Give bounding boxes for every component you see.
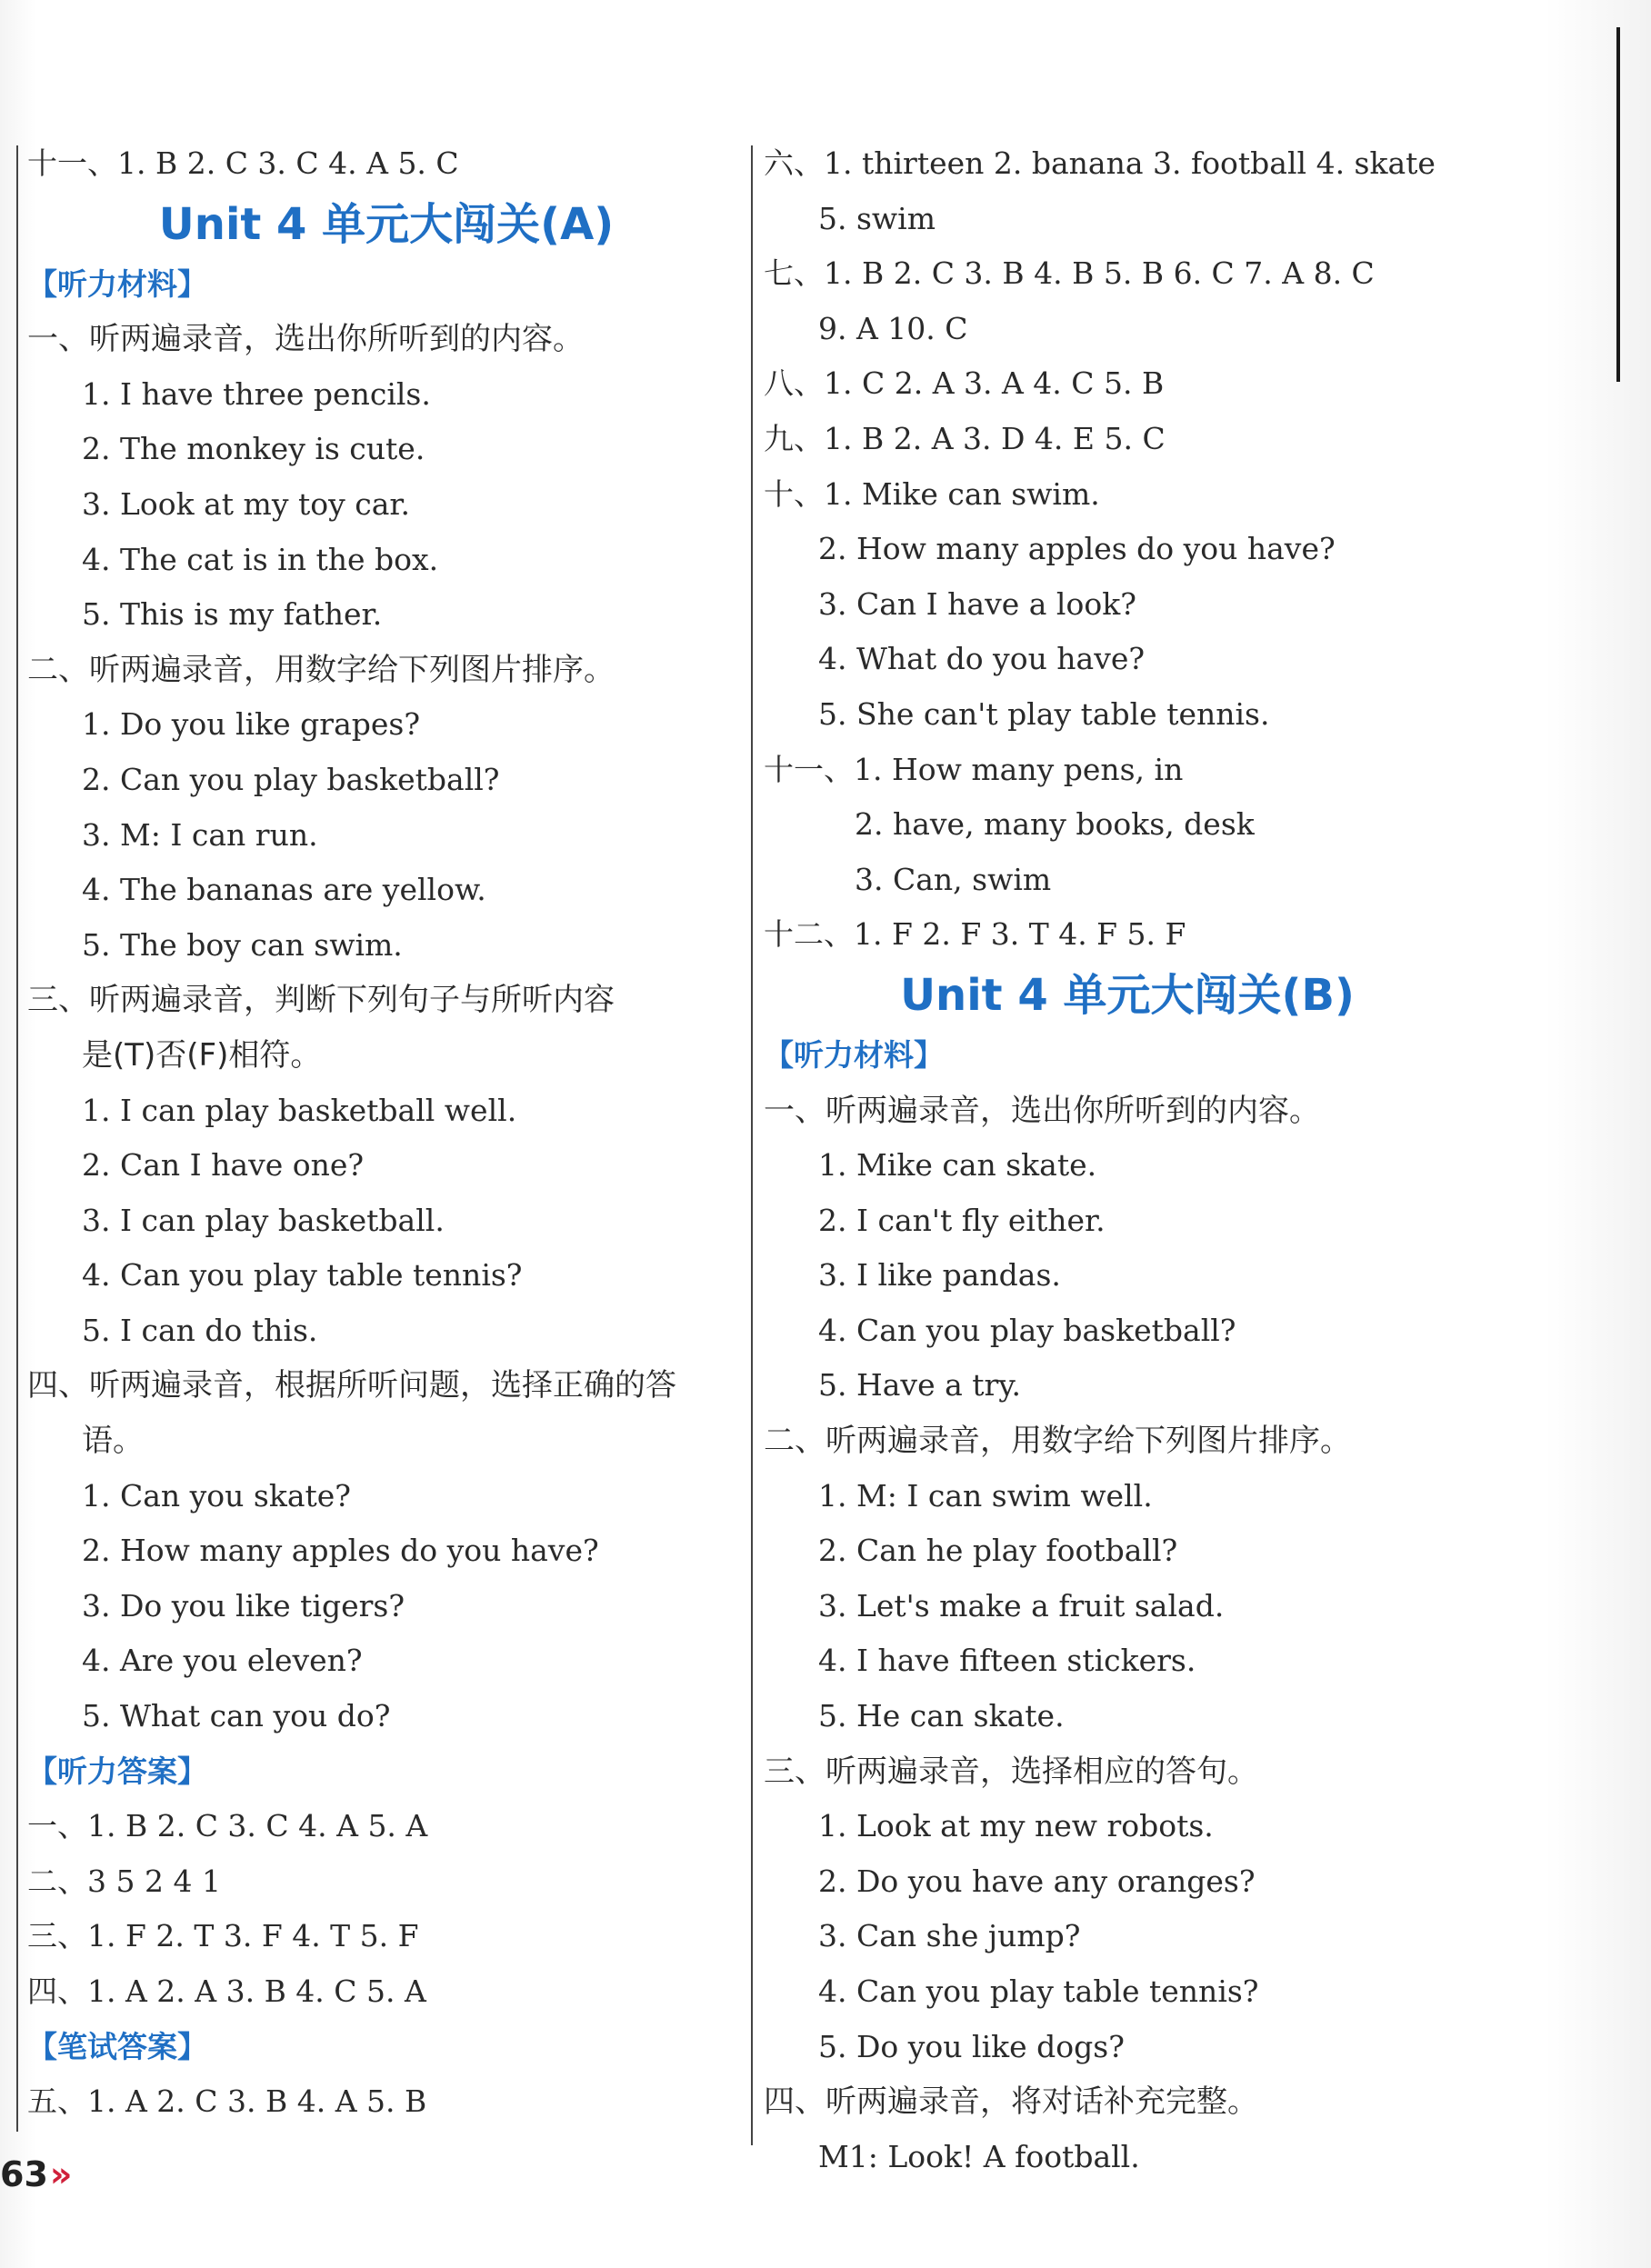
answer-line: 1. I can play basketball well. bbox=[82, 1092, 517, 1128]
answer-line: 2. Can he play football? bbox=[818, 1533, 1178, 1569]
answer-line: 3. Look at my toy car. bbox=[82, 485, 411, 522]
answer-line: 5. The boy can swim. bbox=[82, 926, 403, 963]
left-column bbox=[27, 136, 745, 2130]
answer-line: 5. Do you like dogs? bbox=[818, 2028, 1125, 2064]
question-instruction: 四、听两遍录音，根据所听问题，选择正确的答 bbox=[27, 1367, 676, 1404]
answer-key-line: 九、1. B 2. A 3. D 4. E 5. C bbox=[764, 420, 1166, 456]
question-instruction: 一、听两遍录音，选出你所听到的内容。 bbox=[764, 1092, 1320, 1129]
answer-line: 5. What can you do? bbox=[82, 1698, 391, 1734]
section-tag: 【笔试答案】 bbox=[27, 2028, 207, 2064]
answer-line: 4. Are you eleven? bbox=[82, 1643, 363, 1679]
page-number bbox=[0, 2154, 72, 2194]
answer-key-line: 六、1. thirteen 2. banana 3. football 4. skate bbox=[764, 145, 1436, 181]
answer-line: 2. How many apples do you have? bbox=[818, 531, 1336, 567]
right-column bbox=[764, 136, 1491, 2184]
answer-line: 2. Can I have one? bbox=[82, 1147, 365, 1184]
answer-line: 5. I can do this. bbox=[82, 1312, 318, 1348]
question-instruction: 二、听两遍录音，用数字给下列图片排序。 bbox=[27, 651, 615, 688]
answer-key-line: 七、1. B 2. C 3. B 4. B 5. B 6. C 7. A 8. C bbox=[764, 255, 1375, 292]
question-instruction: 二、听两遍录音，用数字给下列图片排序。 bbox=[764, 1423, 1351, 1460]
answer-line: 4. I have fifteen stickers. bbox=[818, 1643, 1196, 1679]
binding-edge-line bbox=[1616, 27, 1620, 382]
answer-line: 1. Can you skate? bbox=[82, 1477, 351, 1514]
answer-line: 3. Let's make a fruit salad. bbox=[818, 1587, 1225, 1624]
answer-line: 2. Do you have any oranges? bbox=[818, 1863, 1256, 1899]
answer-line: 5. He can skate. bbox=[818, 1698, 1065, 1734]
answer-line: 3. M: I can run. bbox=[82, 816, 318, 853]
answer-line: 2. I can't fly either. bbox=[818, 1202, 1106, 1238]
answer-line: 3. I can play basketball. bbox=[82, 1202, 445, 1238]
answer-line: 1. I have three pencils. bbox=[82, 375, 431, 412]
left-margin-rule bbox=[16, 145, 18, 2132]
answer-line: 1. Mike can skate. bbox=[818, 1147, 1097, 1184]
section-tag: 【听力材料】 bbox=[764, 1036, 944, 1073]
answer-line: 3. I like pandas. bbox=[818, 1257, 1061, 1294]
answer-line: 4. The cat is in the box. bbox=[82, 541, 439, 577]
answer-line: 2. How many apples do you have? bbox=[82, 1533, 599, 1569]
question-instruction: 三、听两遍录音，判断下列句子与所听内容 bbox=[27, 982, 615, 1019]
answer-line: 5. This is my father. bbox=[82, 596, 383, 633]
answer-line: 2. have, many books, desk bbox=[855, 806, 1255, 843]
answer-key-line: 三、1. F 2. T 3. F 4. T 5. F bbox=[27, 1918, 419, 1954]
answer-key-line: 八、1. C 2. A 3. A 4. C 5. B bbox=[764, 365, 1165, 402]
answer-line: 5. swim bbox=[818, 200, 936, 236]
unit-heading: Unit 4 单元大闯关(A) bbox=[158, 198, 615, 250]
answer-line: 5. Have a try. bbox=[818, 1367, 1022, 1404]
question-instruction: 四、听两遍录音，将对话补充完整。 bbox=[764, 2083, 1258, 2121]
answer-line: 9. A 10. C bbox=[818, 310, 968, 346]
answer-line: 4. What do you have? bbox=[818, 641, 1146, 677]
answer-key-line: 十二、1. F 2. F 3. T 4. F 5. F bbox=[764, 916, 1186, 953]
answer-key-line: 十一、1. How many pens, in bbox=[764, 751, 1184, 787]
section-tag: 【听力答案】 bbox=[27, 1753, 207, 1789]
answer-line: 3. Can I have a look? bbox=[818, 585, 1136, 622]
answer-line: 4. The bananas are yellow. bbox=[82, 872, 486, 908]
chevron-right-icon: » bbox=[49, 2154, 73, 2194]
question-instruction-continued: 语。 bbox=[82, 1423, 144, 1460]
answer-key-line: 二、3 5 2 4 1 bbox=[27, 1863, 221, 1899]
column-divider bbox=[751, 145, 753, 2145]
answer-line: 5. She can't play table tennis. bbox=[818, 695, 1270, 732]
answer-line: 2. The monkey is cute. bbox=[82, 431, 425, 467]
answer-line: 3. Do you like tigers? bbox=[82, 1587, 405, 1624]
answer-line: 1. Look at my new robots. bbox=[818, 1808, 1214, 1844]
unit-heading: Unit 4 单元大闯关(B) bbox=[900, 969, 1355, 1021]
answer-key-line: 一、1. B 2. C 3. C 4. A 5. A bbox=[27, 1808, 428, 1844]
answer-line: M1: Look! A football. bbox=[818, 2138, 1140, 2174]
answer-key-line: 五、1. A 2. C 3. B 4. A 5. B bbox=[27, 2083, 427, 2120]
answer-line: 4. Can you play table tennis? bbox=[82, 1257, 523, 1294]
question-instruction: 一、听两遍录音，选出你所听到的内容。 bbox=[27, 321, 584, 358]
answer-key-line: 十、1. Mike can swim. bbox=[764, 475, 1100, 512]
question-instruction: 三、听两遍录音，选择相应的答句。 bbox=[764, 1753, 1258, 1790]
answer-line: 3. Can, swim bbox=[855, 861, 1052, 897]
answer-line: 1. Do you like grapes? bbox=[82, 706, 421, 743]
answer-key-line: 十一、1. B 2. C 3. C 4. A 5. C bbox=[27, 145, 459, 181]
question-instruction-continued: 是(T)否(F)相符。 bbox=[82, 1036, 322, 1074]
section-tag: 【听力材料】 bbox=[27, 265, 207, 302]
answer-key-line: 四、1. A 2. A 3. B 4. C 5. A bbox=[27, 1973, 426, 2009]
page-number-text: 63 bbox=[0, 2154, 48, 2194]
answer-line: 2. Can you play basketball? bbox=[82, 761, 500, 797]
answer-line: 4. Can you play table tennis? bbox=[818, 1973, 1259, 2009]
answer-line: 4. Can you play basketball? bbox=[818, 1312, 1236, 1348]
answer-line: 1. M: I can swim well. bbox=[818, 1477, 1153, 1514]
answer-line: 3. Can she jump? bbox=[818, 1918, 1081, 1954]
